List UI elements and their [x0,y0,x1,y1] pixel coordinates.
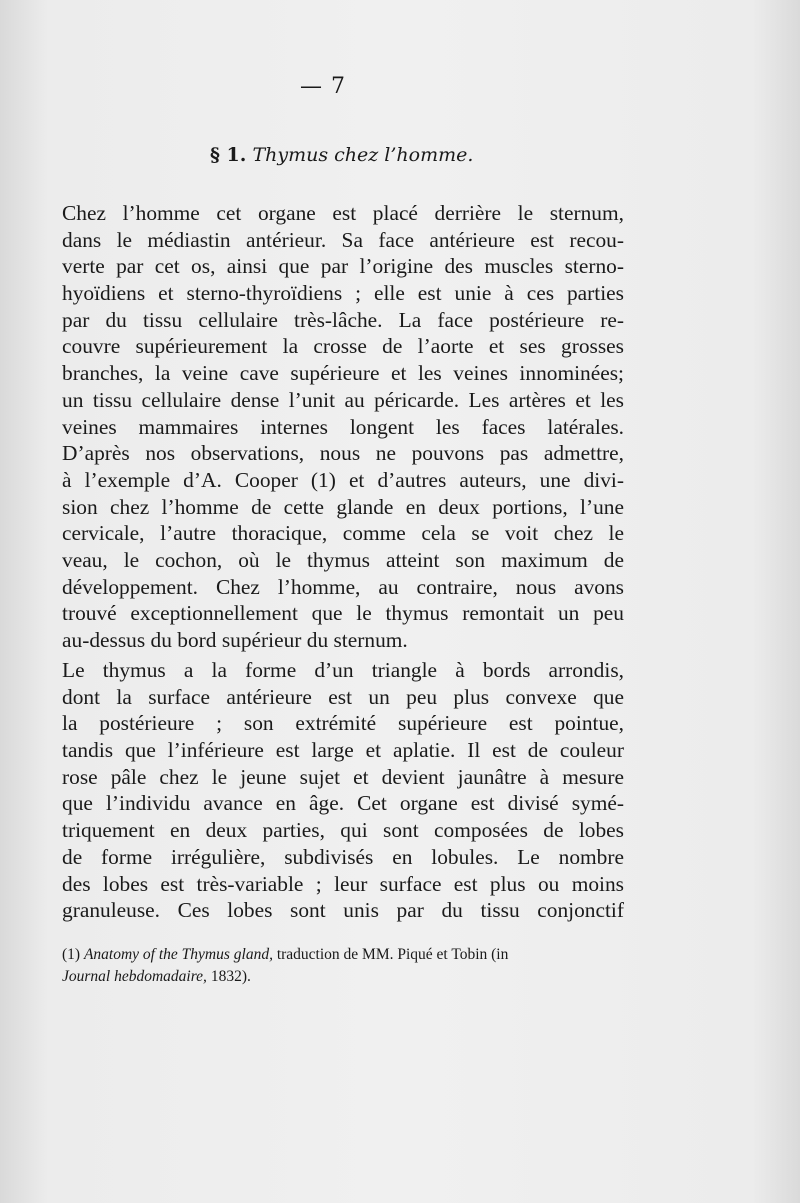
section-heading [210,144,473,166]
section-number: § 1. [210,144,247,166]
text-line: tandis que l’inférieure est large et aplatie. Il est de couleur [62,738,624,763]
footnote-journal: Journal hebdomadaire, [62,968,207,985]
text-line: veines mammaires internes longent les faces latérales. [62,414,624,439]
footnote-text-2: 1832). [206,968,251,985]
text-line: sion chez l’homme de cette glande en deux portions, l’une [62,494,624,519]
text-line: verte par cet os, ainsi que par l’origine des muscles sterno- [62,254,624,279]
text-line: cervicale, l’autre thoracique, comme cela se voit chez le [62,521,624,546]
text-line: branches, la veine cave supérieure et les veines innominées; [62,361,624,386]
text-line: Chez l’homme cet organe est placé derrière le sternum, [62,201,624,225]
text-line: au-dessus du bord supérieur du sternum. [62,628,408,652]
text-line: D’après nos observations, nous ne pouvons pas admettre, [62,441,624,466]
paragraph-2 [62,657,624,924]
text-line: triquement en deux parties, qui sont composées de lobes [62,818,624,843]
text-line: rose pâle chez le jeune sujet et devient jaunâtre à mesure [62,764,624,789]
text-line: un tissu cellulaire dense l’unit au péricarde. Les artères et les [62,387,624,412]
text-line: dans le médiastin antérieur. Sa face antérieure est recou- [62,227,624,252]
text-line: la postérieure ; son extrémité supérieure est pointue, [62,711,624,736]
text-line: veau, le cochon, où le thymus atteint son maximum de [62,547,624,572]
page-number: — 7 [300,74,346,99]
text-line: hyoïdiens et sterno-thyroïdiens ; elle est unie à ces parties [62,281,624,306]
section-title: Thymus chez l’homme. [252,144,474,166]
footnote-text-1: traduction de MM. Piqué et Tobin (in [272,946,509,963]
text-line: Le thymus a la forme d’un triangle à bords arrondis, [62,658,624,682]
text-line: développement. Chez l’homme, au contraire, nous avons [62,574,624,599]
text-line: dont la surface antérieure est un peu plus convexe que [62,684,624,709]
paragraph-1 [62,200,624,654]
text-line: des lobes est très-variable ; leur surface est plus ou moins [62,871,624,896]
text-line: à l’exemple d’A. Cooper (1) et d’autres auteurs, une divi- [62,467,624,492]
text-line: que l’individu avance en âge. Cet organe est divisé symé- [62,791,624,816]
text-line: de forme irrégulière, subdivisés en lobules. Le nombre [62,844,624,869]
text-line: granuleuse. Ces lobes sont unis par du tissu conjonctif [62,898,624,923]
footnote-line-1 [62,944,624,966]
text-line: couvre supérieurement la crosse de l’aorte et ses grosses [62,334,624,359]
footnote-line-2 [62,966,624,988]
footnote [62,944,624,988]
footnote-title: Anatomy of the Thymus gland, [83,946,273,963]
text-line: par du tissu cellulaire très-lâche. La face postérieure re- [62,307,624,332]
footnote-marker: (1) [62,946,81,963]
text-line: trouvé exceptionnellement que le thymus remontait un peu [62,601,624,626]
